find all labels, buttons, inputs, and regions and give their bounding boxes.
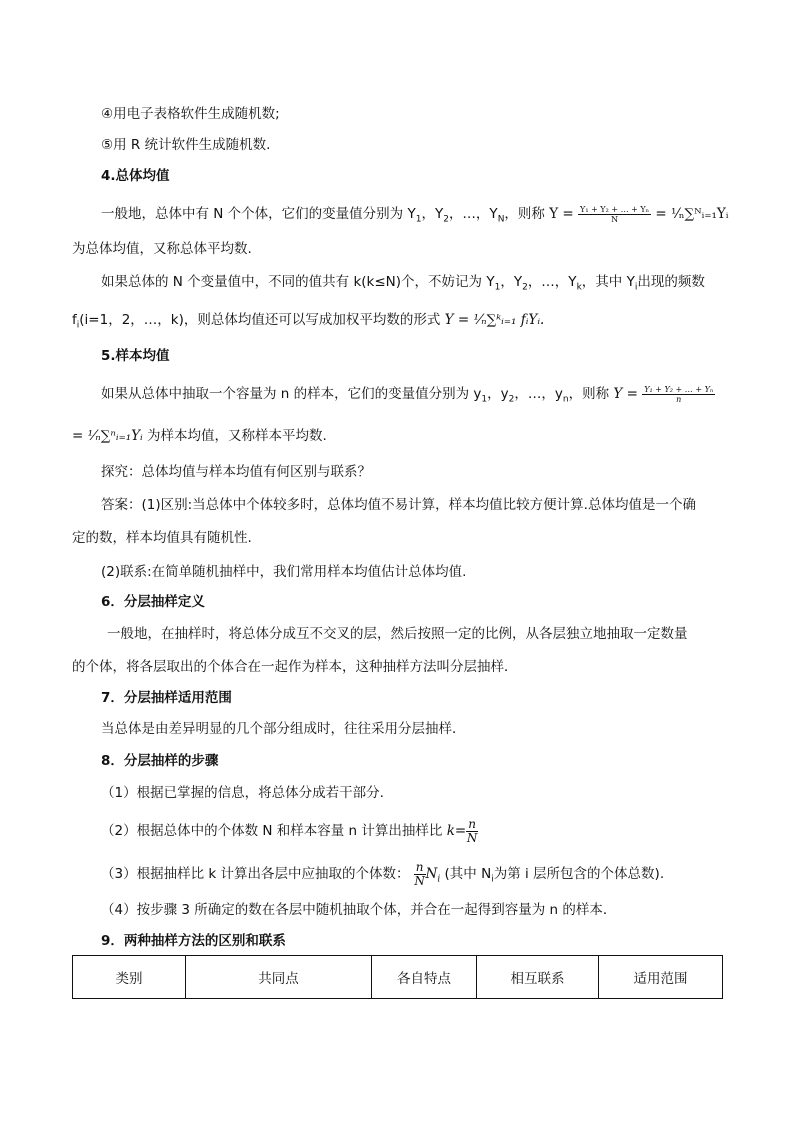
- table-header-cell: 相互联系: [477, 956, 599, 999]
- weighted-mean-formula: Y = ¹⁄ₙ∑ᵏᵢ₌₁ fᵢYᵢ.: [444, 312, 545, 328]
- section-7-title: 7．分层抽样适用范围: [101, 690, 232, 706]
- section-4-para-2: 如果总体的 N 个变量值中，不同的值共有 k(k≤N)个，不妨记为 $Y_1$，$Y_2$，…，$Y_k$，其中 $Y_i$出现的频数: [101, 274, 705, 293]
- section-8-title: 8．分层抽样的步骤: [101, 753, 219, 769]
- section-6-para-1: 一般地，在抽样时，将总体分成互不交叉的层，然后按照一定的比例，从各层独立地抽取一定数量: [107, 626, 688, 642]
- section-6-para-2: 的个体，将各层取出的个体合在一起作为样本，这种抽样方法叫分层抽样．: [72, 659, 518, 675]
- answer-1-cont: 定的数，样本均值具有随机性.: [72, 530, 252, 546]
- section-7-para: 当总体是由差异明显的几个部分组成时，往往采用分层抽样．: [101, 721, 466, 737]
- section-9-title: 9．两种抽样方法的区别和联系: [101, 933, 286, 949]
- step-2: （2）根据总体中的个体数 N 和样本容量 n 计算出抽样比 k= $\frac{n}{N}$: [101, 817, 478, 845]
- item-4: ④用电子表格软件生成随机数;: [101, 106, 280, 122]
- section-6-title: 6．分层抽样定义: [101, 594, 205, 610]
- section-4-para-1-cont: 为总体均值，又称总体平均数.: [72, 241, 252, 257]
- step-1: （1）根据已掌握的信息，将总体分成若干部分.: [101, 785, 384, 801]
- table-header-cell: 各自特点: [372, 956, 477, 999]
- section-4-title: 4.总体均值: [101, 168, 170, 184]
- step-4: （4）按步骤 3 所确定的数在各层中随机抽取个体，并合在一起得到容量为 n 的样本．: [101, 902, 617, 918]
- comparison-table: [72, 955, 723, 999]
- sample-mean-formula: Y = $\frac{\text{Y₁ + Y₂ + … + Yₙ}}{n}$: [613, 385, 714, 404]
- table-header-cell: 类别: [73, 956, 186, 999]
- table-header-row: [73, 956, 723, 999]
- section-4-para-2-cont: $f_i(i=1$，2，…，k)，则总体均值还可以写成加权平均数的形式 Y = ¹⁄ₙ∑ᵏᵢ₌₁ fᵢYᵢ.: [72, 312, 545, 331]
- explore-question: 探究：总体均值与样本均值有何区别与联系？: [101, 464, 371, 480]
- section-5-title: 5.样本均值: [101, 348, 170, 364]
- population-mean-formula: Y = $\frac{\text{Y₁ + Y₂ + … + Yₙ}}{N}$ = ¹⁄ₙ∑ᴺᵢ₌₁Yᵢ: [549, 205, 729, 224]
- section-5-para-1-cont: = ¹⁄ₙ∑ⁿᵢ₌₁Yᵢ 为样本均值，又称样本平均数.: [72, 428, 327, 444]
- section-5-para-1: 如果从总体中抽取一个容量为 n 的样本，它们的变量值分别为 $y_1$，$y_2$，…，$y_n$，则称 Y = $\frac{\text{Y₁ + Y₂ + … + Yₙ}}{n}$: [101, 385, 714, 405]
- item-5: ⑤用 R 统计软件生成随机数.: [101, 137, 271, 153]
- section-4-para-1: 一般地，总体中有 N 个个体，它们的变量值分别为 $Y_1$，$Y_2$，…，$Y_N$，则称 Y = $\frac{\text{Y₁ + Y₂ + … + Yₙ}}{N}$ = ¹⁄ₙ∑ᴺᵢ₌₁Yᵢ: [101, 205, 729, 225]
- table-header-cell: 适用范围: [599, 956, 723, 999]
- sampling-ratio-formula: k= $\frac{n}{N}$: [446, 817, 478, 845]
- layer-count-formula: $\frac{n}{N}$ $N_i$: [414, 860, 441, 888]
- answer-2: (2)联系:在简单随机抽样中，我们常用样本均值估计总体均值.: [101, 564, 467, 580]
- table-header-cell: 共同点: [186, 956, 372, 999]
- answer-1: 答案：(1)区别:当总体中个体较多时，总体均值不易计算，样本均值比较方便计算.总体均值是一个确: [101, 497, 696, 513]
- step-3: （3）根据抽样比 k 计算出各层中应抽取的个体数： $\frac{n}{N}$ $N_i$ (其中 $N_i$为第 i 层所包含的个体总数).: [101, 860, 665, 888]
